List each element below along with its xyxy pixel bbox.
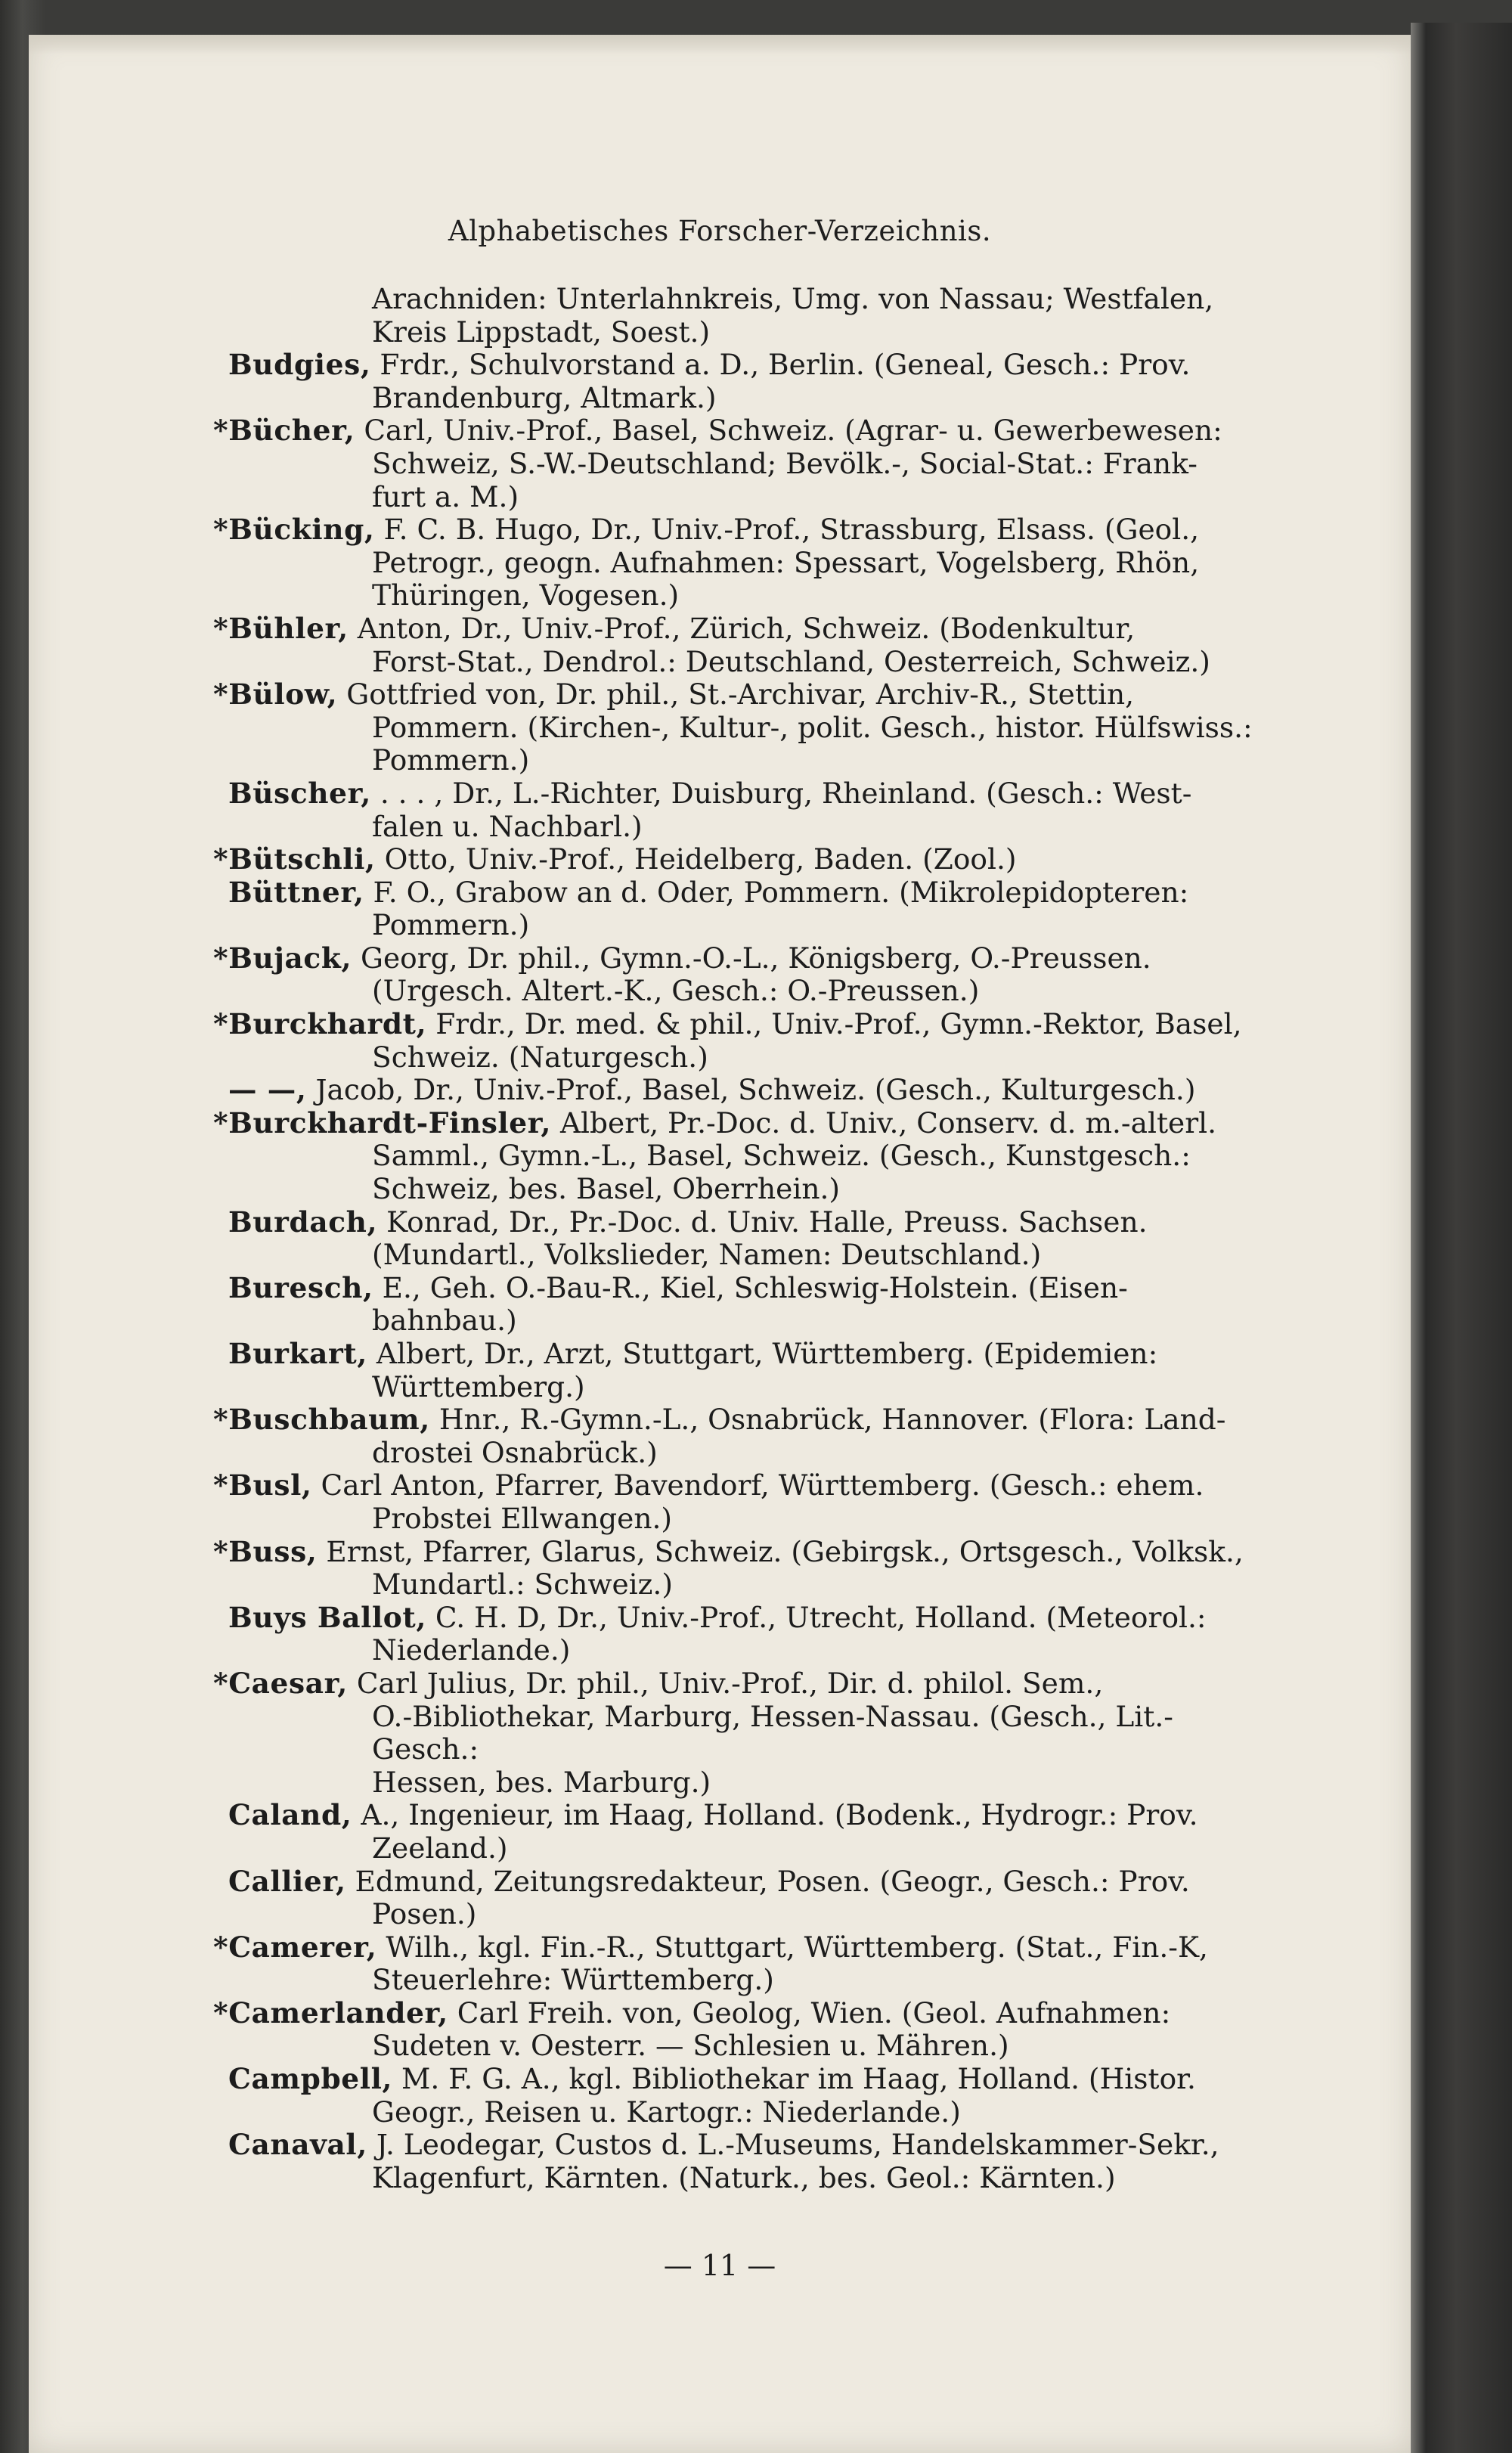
researcher-name: Caland, (228, 1798, 352, 1832)
entry-first-line (213, 414, 1264, 448)
entry-continuation-line: Forst-Stat., Dendrol.: Deutschland, Oesterreich, Schweiz.) (372, 644, 1210, 678)
book-binding-edge (1411, 23, 1512, 2453)
researcher-name: *Buschbaum, (213, 1403, 430, 1437)
entry-continuation-line: Hessen, bes. Marburg.) (372, 1765, 711, 1799)
directory-entry (213, 1865, 1264, 1931)
entry-text: Carl, Univ.-Prof., Basel, Schweiz. (Agrar- u. Gewerbewesen: (364, 414, 1222, 448)
entry-first-line (213, 1536, 1264, 1569)
entry-continuation-line: Sudeten v. Oesterr. — Schlesien u. Mähren.) (372, 2029, 1009, 2063)
researcher-name: *Bücher, (213, 414, 355, 448)
entry-text: Albert, Pr.-Doc. d. Univ., Conserv. d. m.-alterl. (559, 1106, 1217, 1140)
entry-text: Ernst, Pfarrer, Glarus, Schweiz. (Gebirgsk., Ortsgesch., Volksk., (326, 1534, 1244, 1568)
entry-continuation-line: falen u. Nachbarl.) (372, 809, 643, 843)
researcher-name: *Busl, (213, 1468, 312, 1503)
entry-continuation-line: (Mundartl., Volkslieder, Namen: Deutschland.) (372, 1238, 1042, 1272)
entry-first-line (213, 1931, 1264, 1965)
entry-first-line (228, 2129, 1264, 2162)
entry-first-line (228, 1602, 1264, 1635)
directory-entry (213, 283, 1264, 349)
entry-first-line (372, 283, 1264, 316)
researcher-name: Canaval, (228, 2128, 367, 2162)
directory-entry (213, 1338, 1264, 1403)
researcher-name: *Burckhardt, (213, 1007, 427, 1041)
entry-text: Carl Anton, Pfarrer, Bavendorf, Württemberg. (Gesch.: ehem. (321, 1468, 1204, 1503)
researcher-name: *Bücking, (213, 513, 375, 547)
researcher-name: *Burckhardt-Finsler, (213, 1106, 552, 1140)
researcher-name: Burkart, (228, 1337, 367, 1370)
entry-first-line (213, 678, 1264, 712)
entry-continuation-line: Steuerlehre: Württemberg.) (372, 1963, 774, 1997)
directory-entry (213, 612, 1264, 678)
entry-continuation-line: Thüringen, Vogesen.) (372, 578, 680, 612)
entry-continuation-line: Petrogr., geogn. Aufnahmen: Spessart, Vogelsberg, Rhön, (372, 545, 1200, 579)
directory-entry (213, 777, 1264, 843)
directory-entry (213, 1536, 1264, 1602)
entry-text: F. C. B. Hugo, Dr., Univ.-Prof., Strassburg, Elsass. (Geol., (383, 513, 1200, 547)
entry-first-line (213, 1997, 1264, 2030)
researcher-name: — —, (228, 1073, 307, 1107)
entry-continuation-line: Klagenfurt, Kärnten. (Naturk., bes. Geol.: Kärnten.) (372, 2160, 1116, 2194)
entry-text: Wilh., kgl. Fin.-R., Stuttgart, Württemberg. (Stat., Fin.-K, (386, 1930, 1208, 1964)
researcher-name: *Camerlander, (213, 1996, 448, 2030)
entry-continuation-line: Kreis Lippstadt, Soest.) (372, 315, 711, 349)
directory-entry (213, 2129, 1264, 2194)
entry-continuation-line: Brandenburg, Altmark.) (372, 380, 717, 414)
entry-first-line (228, 777, 1264, 811)
directory-entry (213, 2063, 1264, 2129)
entry-text: Frdr., Dr. med. & phil., Univ.-Prof., Gymn.-Rektor, Basel, (435, 1007, 1242, 1041)
entry-first-line (228, 1338, 1264, 1371)
directory-entry (213, 1469, 1264, 1535)
page-sheet (29, 35, 1411, 2453)
researcher-name: *Caesar, (213, 1666, 348, 1700)
researcher-name: Buresch, (228, 1270, 373, 1304)
entry-continuation-line: furt a. M.) (372, 479, 519, 513)
entry-first-line (213, 1107, 1264, 1140)
directory-entry (213, 349, 1264, 414)
entry-first-line (213, 942, 1264, 975)
entry-first-line (213, 1667, 1264, 1701)
entry-text: Carl Freih. von, Geolog, Wien. (Geol. Aufnahmen: (457, 1996, 1171, 2030)
directory-entry (213, 1272, 1264, 1338)
researcher-name: Callier, (228, 1864, 346, 1898)
entry-first-line (228, 2063, 1264, 2096)
directory-entry (213, 1997, 1264, 2063)
entry-continuation-line: Schweiz, bes. Basel, Oberrhein.) (372, 1172, 841, 1206)
directory-entry (213, 513, 1264, 612)
entry-first-line (228, 1074, 1264, 1107)
entry-first-line (213, 1403, 1264, 1437)
page-number: — 11 — (663, 2249, 776, 2282)
entry-continuation-line: drostei Osnabrück.) (372, 1435, 658, 1469)
entry-first-line (213, 513, 1264, 547)
entry-first-line (228, 349, 1264, 382)
entry-first-line (213, 843, 1264, 876)
entry-first-line (228, 1272, 1264, 1305)
entry-first-line (228, 1206, 1264, 1239)
entry-continuation-line: Geogr., Reisen u. Kartogr.: Niederlande.) (372, 2095, 961, 2129)
entry-text: Otto, Univ.-Prof., Heidelberg, Baden. (Zool.) (384, 842, 1017, 876)
entry-text: J. Leodegar, Custos d. L.-Museums, Handelskammer-Sekr., (376, 2128, 1219, 2162)
researcher-name: *Bujack, (213, 941, 352, 975)
researcher-name: *Bühler, (213, 611, 349, 645)
researcher-name: Büttner, (228, 875, 364, 909)
entry-continuation-line: Niederlande.) (372, 1633, 571, 1667)
entry-continuation-line: (Urgesch. Altert.-K., Gesch.: O.-Preussen.) (372, 974, 980, 1008)
directory-entry (213, 942, 1264, 1008)
entry-text: Carl Julius, Dr. phil., Univ.-Prof., Dir. d. philol. Sem., (356, 1666, 1104, 1700)
researcher-name: *Bütschli, (213, 842, 376, 876)
entry-text: M. F. G. A., kgl. Bibliothekar im Haag, Holland. (Histor. (401, 2062, 1196, 2096)
entry-continuation-line: Pommern.) (372, 908, 530, 942)
entry-first-line (213, 1469, 1264, 1503)
entry-text: Frdr., Schulvorstand a. D., Berlin. (Geneal, Gesch.: Prov. (380, 348, 1191, 382)
researcher-name: *Buss, (213, 1534, 318, 1568)
entry-first-line (228, 1865, 1264, 1899)
entry-continuation-line: Posen.) (372, 1897, 477, 1931)
entry-continuation-line: Pommern.) (372, 743, 530, 777)
researcher-name: *Bülow, (213, 678, 338, 712)
entry-text: E., Geh. O.-Bau-R., Kiel, Schleswig-Holstein. (Eisen- (382, 1270, 1128, 1304)
entry-text: Georg, Dr. phil., Gymn.-O.-L., Königsberg, O.-Preussen. (361, 941, 1151, 975)
entry-text: F. O., Grabow an d. Oder, Pommern. (Mikrolepidopteren: (373, 875, 1189, 909)
directory-entry (213, 1206, 1264, 1272)
entry-text: Edmund, Zeitungsredakteur, Posen. (Geogr., Gesch.: Prov. (355, 1864, 1190, 1898)
researcher-name: *Camerer, (213, 1930, 377, 1964)
directory-entry (213, 1403, 1264, 1469)
entry-continuation-line: Probstei Ellwangen.) (372, 1501, 673, 1535)
entry-text: . . . , Dr., L.-Richter, Duisburg, Rheinland. (Gesch.: West- (380, 776, 1192, 810)
directory-entry (213, 1602, 1264, 1667)
researcher-name: Campbell, (228, 2062, 393, 2096)
directory-entry (213, 1074, 1264, 1107)
entry-continuation-line: O.-Bibliothekar, Marburg, Hessen-Nassau. (Gesch., Lit.-Gesch.: (372, 1699, 1173, 1766)
entry-text: A., Ingenieur, im Haag, Holland. (Bodenk., Hydrogr.: Prov. (361, 1798, 1198, 1832)
researcher-name: Burdach, (228, 1205, 378, 1239)
entry-text: C. H. D, Dr., Univ.-Prof., Utrecht, Holland. (Meteorol.: (435, 1600, 1207, 1634)
directory-entry (213, 1107, 1264, 1206)
entry-first-line (213, 612, 1264, 646)
directory-entry (213, 1667, 1264, 1799)
directory-entry (213, 678, 1264, 777)
entry-continuation-line: Württemberg.) (372, 1369, 585, 1403)
entry-text: Jacob, Dr., Univ.-Prof., Basel, Schweiz. (Gesch., Kulturgesch.) (315, 1073, 1196, 1107)
entry-text: Hnr., R.-Gymn.-L., Osnabrück, Hannover. (Flora: Land- (438, 1403, 1226, 1437)
directory-entry (213, 1799, 1264, 1865)
entry-text: Arachniden: Unterlahnkreis, Umg. von Nassau; Westfalen, (372, 282, 1214, 315)
researcher-name: Buys Ballot, (228, 1600, 426, 1634)
directory-entry (213, 876, 1264, 942)
entry-continuation-line: Zeeland.) (372, 1831, 508, 1865)
entry-continuation-line: Pommern. (Kirchen-, Kultur-, polit. Gesch., histor. Hülfswiss.: (372, 710, 1253, 744)
entry-continuation-line: Mundartl.: Schweiz.) (372, 1568, 673, 1602)
entry-continuation-line: bahnbau.) (372, 1304, 517, 1338)
entry-continuation-line: Schweiz. (Naturgesch.) (372, 1040, 708, 1074)
entry-text: Gottfried von, Dr. phil., St.-Archivar, Archiv-R., Stettin, (346, 678, 1135, 712)
researcher-name: Budgies, (228, 348, 371, 382)
directory-entry (213, 414, 1264, 513)
entry-text: Konrad, Dr., Pr.-Doc. d. Univ. Halle, Preuss. Sachsen. (386, 1205, 1148, 1239)
directory-entries (213, 283, 1264, 2194)
directory-entry (213, 843, 1264, 876)
directory-entry (213, 1008, 1264, 1074)
running-head: Alphabetisches Forscher-Verzeichnis. (448, 215, 992, 247)
researcher-name: Büscher, (228, 776, 371, 810)
entry-text: Albert, Dr., Arzt, Stuttgart, Württemberg. (Epidemien: (376, 1337, 1158, 1370)
entry-continuation-line: Samml., Gymn.-L., Basel, Schweiz. (Gesch., Kunstgesch.: (372, 1139, 1191, 1173)
entry-first-line (228, 876, 1264, 910)
entry-continuation-line: Schweiz, S.-W.-Deutschland; Bevölk.-, Social-Stat.: Frank- (372, 446, 1198, 480)
entry-first-line (213, 1008, 1264, 1041)
entry-first-line (228, 1799, 1264, 1832)
entry-text: Anton, Dr., Univ.-Prof., Zürich, Schweiz. (Bodenkultur, (357, 611, 1136, 645)
directory-entry (213, 1931, 1264, 1997)
